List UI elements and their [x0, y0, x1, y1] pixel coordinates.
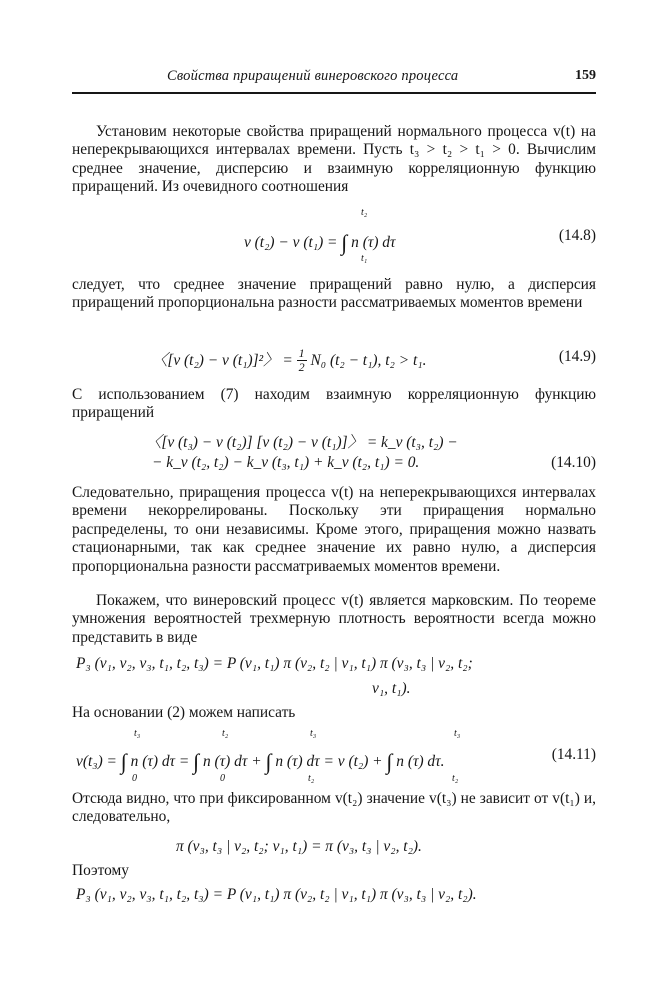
eq-number-14-10: (14.10)	[551, 454, 596, 471]
eq-joint-density-line-1: P₃ (v₁, v₂, v₃, t₁, t₂, t₃) = P (v₁, t₁) π (v₂, t₂ | v₁, t₁) π (v₃, t₃ | v₂, t₂;	[76, 655, 473, 672]
eq-14-11-part-4: n (τ) dτ = v (t₂) +	[271, 753, 387, 770]
eq-14-11-part-1: v(t₃) =	[76, 753, 121, 770]
paragraph-7: Отсюда видно, что при фиксированном v(t₂) значение v(t₃) не зависит от v(t₁) и, следовательно,	[72, 790, 596, 826]
eq-final-joint-density: P₃ (v₁, v₂, v₃, t₁, t₂, t₃) = P (v₁, t₁) π (v₂, t₂ | v₁, t₁) π (v₃, t₃ | v₂, t₂).	[76, 886, 477, 903]
equation-14-8	[72, 205, 596, 267]
page	[72, 60, 596, 903]
equation-14-9	[72, 336, 596, 380]
eq-14-11-limit-a-lower: 0	[132, 773, 137, 784]
paragraph-2: следует, что среднее значение приращений равно нулю, а дисперсия приращений пропорциональна разности рассматриваемых моментов времени	[72, 276, 596, 312]
integral-sign: ∫	[120, 749, 127, 774]
eq-14-11-part-3: n (τ) dτ +	[199, 753, 266, 770]
eq-markov-property: π (v₃, t₃ | v₂, t₂; v₁, t₁) = π (v₃, t₃ | v₂, t₂).	[176, 838, 422, 855]
eq-14-9-left: 〈[v (t₂) − v (t₁)]²〉 =	[152, 352, 297, 370]
integral-sign: ∫	[193, 749, 200, 774]
eq-14-10-line-2: − k_v (t₂, t₂) − k_v (t₃, t₁) + k_v (t₂, t₁) = 0.	[152, 454, 420, 471]
equation-14-11	[72, 728, 596, 786]
eq-14-8-lower-limit: t₁	[361, 253, 368, 264]
page-header	[72, 60, 596, 94]
paragraph-3: С использованием (7) находим взаимную корреляционную функцию приращений	[72, 386, 596, 422]
eq-14-11-limit-b-lower: 0	[220, 773, 225, 784]
eq-14-8-left: v (t₂) − v (t₁) =	[244, 234, 342, 251]
eq-14-11-part-5: n (τ) dτ.	[392, 753, 445, 770]
eq-14-11-limit-d-lower: t₂	[452, 773, 459, 784]
eq-14-11-limit-c-lower: t₂	[308, 773, 315, 784]
equation-14-10	[72, 428, 596, 478]
paragraph-6: На основании (2) можем написать	[72, 704, 296, 721]
running-title: Свойства приращений винеровского процесса	[167, 68, 459, 84]
paragraph-8: Поэтому	[72, 862, 129, 879]
eq-14-11-limit-d-upper: t₃	[454, 728, 461, 739]
eq-14-8-right: n (τ) dτ	[347, 234, 396, 251]
eq-14-9-fraction-denominator: 2	[298, 360, 305, 374]
paragraph-4: Следовательно, приращения процесса v(t) на неперекрывающихся интервалах времени некоррелированы. Поскольку эти приращения нормально распределены, то они независимы. Кроме этого, приращения можно назвать стационарными, так как среднее значение их равно нулю, а дисперсия пропорциональна разности рассматриваемых моментов времени.	[72, 484, 596, 575]
eq-14-8-upper-limit: t₂	[361, 207, 368, 218]
eq-14-11-limit-a-upper: t₃	[134, 728, 141, 739]
eq-14-11-limit-c-upper: t₃	[310, 728, 317, 739]
paragraph-5: Покажем, что винеровский процесс v(t) является марковским. По теореме умножения вероятностей трехмерную плотность вероятности всегда можно представить в виде	[72, 592, 596, 646]
integral-sign: ∫	[386, 749, 393, 774]
eq-joint-density-line-2: v₁, t₁).	[372, 680, 411, 697]
page-number: 159	[575, 68, 596, 83]
integral-sign: ∫	[341, 230, 348, 255]
eq-number-14-8: (14.8)	[558, 227, 596, 244]
integral-sign: ∫	[265, 749, 272, 774]
eq-14-11-limit-b-upper: t₂	[222, 728, 229, 739]
eq-number-14-11: (14.11)	[551, 746, 596, 763]
paragraph-1: Установим некоторые свойства приращений нормального процесса v(t) на неперекрывающихся интервалах времени. Пусть t₃ > t₂ > t₁ > 0. Вычислим среднее значение, дисперсию и взаимную корреляционную функцию приращений. Из очевидного соотношения	[72, 123, 596, 196]
eq-14-9-right: N₀ (t₂ − t₁), t₂ > t₁.	[306, 352, 427, 370]
eq-number-14-9: (14.9)	[558, 348, 596, 365]
eq-14-11-part-2: n (τ) dτ =	[126, 753, 194, 770]
eq-14-9-fraction-numerator: 1	[298, 346, 305, 360]
eq-14-10-line-1: 〈[v (t₃) − v (t₂)] [v (t₂) − v (t₁)]〉 = k_v (t₃, t₂) −	[146, 434, 458, 451]
